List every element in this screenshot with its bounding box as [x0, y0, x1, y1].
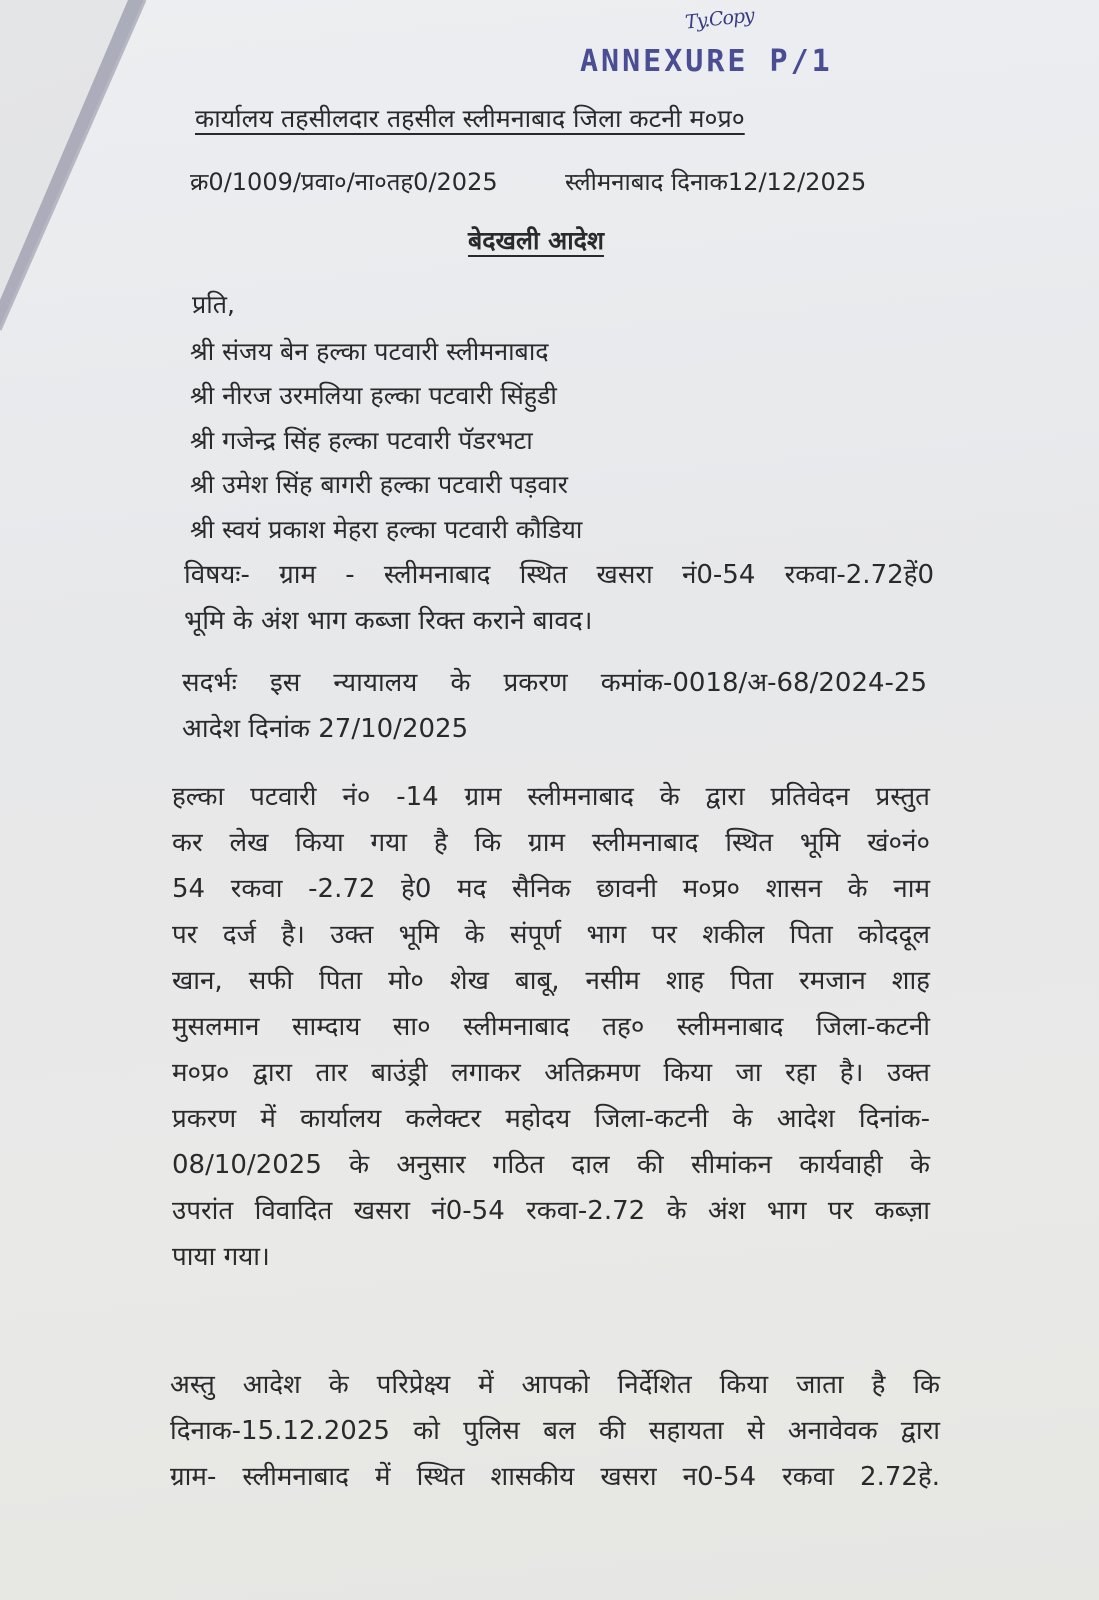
annexure-stamp: ANNEXURE P/1	[580, 44, 833, 79]
recipient-item: श्री नीरज उरमलिया हल्का पटवारी सिंहुडी	[190, 381, 557, 410]
salutation: प्रति,	[192, 290, 235, 319]
place-and-date: स्लीमनाबाद दिनाक12/12/2025	[565, 168, 867, 196]
subject-block	[184, 552, 934, 644]
paragraph-line: अस्तु आदेश के परिप्रेक्ष्य में आपको निर्देशित किया जाता है कि	[170, 1370, 940, 1400]
recipient-item: श्री संजय बेन हल्का पटवारी स्लीमनाबाद	[190, 337, 549, 366]
subject-line: भूमि के अंश भाग कब्जा रिक्त कराने बावद।	[184, 606, 593, 636]
recipient-item: श्री स्वयं प्रकाश मेहरा हल्का पटवारी कौडिया	[190, 515, 583, 544]
body-paragraph-2	[170, 1362, 940, 1500]
paragraph-line: उपरांत विवादित खसरा नं0-54 रकवा-2.72 के अंश भाग पर कब्ज़ा	[172, 1196, 930, 1226]
paragraph-line: 54 रकवा -2.72 हे0 मद सैनिक छावनी म०प्र० शासन के नाम	[172, 874, 930, 904]
recipient-item: श्री उमेश सिंह बागरी हल्का पटवारी पड़वार	[190, 470, 568, 499]
order-title: बेदखली आदेश	[468, 226, 604, 255]
paragraph-line: खान, सफी पिता मो० शेख बाबू, नसीम शाह पिता रमजान शाह	[172, 966, 930, 996]
handwritten-copy-note: Ty.Copy	[684, 4, 755, 34]
subject-line: विषयः- ग्राम - स्लीमनाबाद स्थित खसरा नं0-54 रकवा-2.72हें0	[184, 560, 934, 590]
paragraph-line: मुसलमान साम्दाय सा० स्लीमनाबाद तह० स्लीमनाबाद जिला-कटनी	[172, 1012, 930, 1042]
paragraph-line: हल्का पटवारी नं० -14 ग्राम स्लीमनाबाद के द्वारा प्रतिवेदन प्रस्तुत	[172, 782, 930, 812]
office-heading: कार्यालय तहसीलदार तहसील स्लीमनाबाद जिला कटनी म०प्र०	[195, 104, 745, 133]
paragraph-line: प्रकरण में कार्यालय कलेक्टर महोदय जिला-कटनी के आदेश दिनांक-	[172, 1104, 930, 1134]
recipient-item: श्री गजेन्द्र सिंह हल्का पटवारी पॅडरभटा	[190, 426, 533, 455]
paragraph-line: म०प्र० द्वारा तार बाउंड्री लगाकर अतिक्रमण किया जा रहा है। उक्त	[172, 1058, 930, 1088]
reference-block	[182, 660, 927, 752]
reference-line: सदर्भः इस न्यायालय के प्रकरण कमांक-0018/अ-68/2024-25	[182, 668, 927, 698]
paragraph-line: दिनाक-15.12.2025 को पुलिस बल की सहायता से अनावेवक द्वारा	[170, 1416, 940, 1446]
reference-number: क्र0/1009/प्रवा०/ना०तह0/2025	[190, 168, 498, 196]
paragraph-line: ग्राम- स्लीमनाबाद में स्थित शासकीय खसरा न0-54 रकवा 2.72हे.	[170, 1462, 940, 1492]
paragraph-line: कर लेख किया गया है कि ग्राम स्लीमनाबाद स्थित भूमि खं०नं०	[172, 828, 930, 858]
paragraph-line: पाया गया।	[172, 1242, 270, 1272]
body-paragraph-1	[172, 774, 930, 1280]
reference-line: आदेश दिनांक 27/10/2025	[182, 714, 469, 744]
paragraph-line: पर दर्ज है। उक्त भूमि के संपूर्ण भाग पर शकील पिता कोददूल	[172, 920, 930, 950]
paragraph-line: 08/10/2025 के अनुसार गठित दाल की सीमांकन कार्यवाही के	[172, 1150, 930, 1180]
